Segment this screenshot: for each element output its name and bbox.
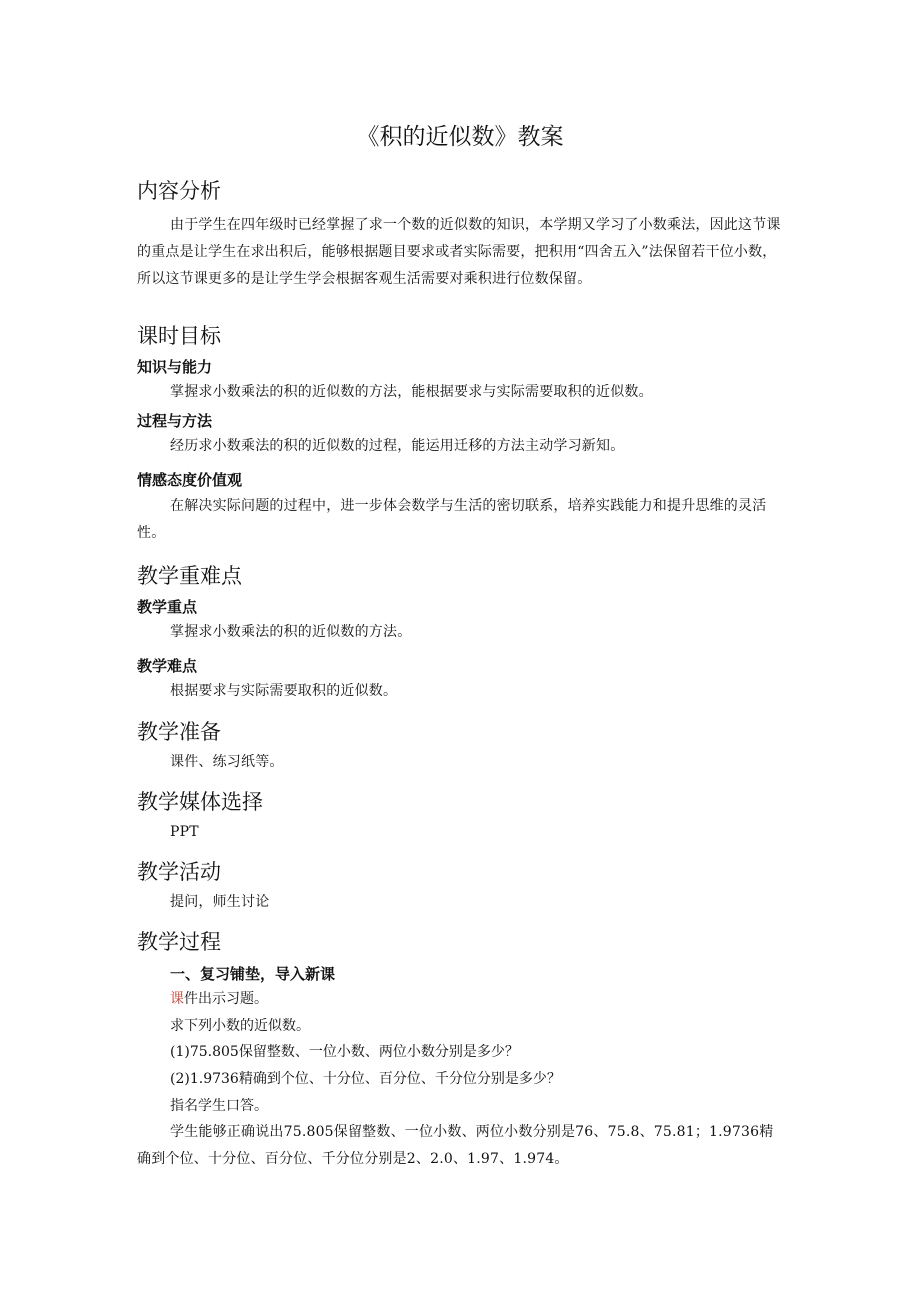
- heading-knowledge: 知识与能力: [137, 358, 213, 376]
- heading-activities: 教学活动: [137, 860, 221, 884]
- media-paragraph: PPT: [170, 824, 199, 840]
- focus-paragraph: 掌握求小数乘法的积的近似数的方法。: [170, 624, 412, 640]
- heading-content-analysis: 内容分析: [137, 179, 221, 203]
- attitude-paragraph: 在解决实际问题的过程中，进一步体会数学与生活的密切联系，培养实践能力和提升思维的灵活性。: [137, 498, 767, 541]
- heading-step-one: 一、复习铺垫，导入新课: [170, 965, 336, 983]
- exercise-item-2: (2)1.9736精确到个位、十分位、百分位、千分位分别是多少？: [170, 1071, 561, 1087]
- process-method-paragraph: 经历求小数乘法的积的近似数的过程，能运用迁移的方法主动学习新知。: [170, 438, 625, 454]
- heading-media: 教学媒体选择: [137, 790, 263, 814]
- content-analysis-paragraph: 由于学生在四年级时已经掌握了求一个数的近似数的知识，本学期又学习了小数乘法，因此这节课的重点是让学生在求出积后，能够根据题目要求或者实际需要，把积用“四舍五入”法保留若干位小数，所以这节课更多的是让学生学会根据客观生活需要对乘积进行位数保留。: [137, 217, 781, 287]
- courseware-line: [170, 989, 268, 1009]
- oral-answer-line: 指名学生口答。: [170, 1098, 268, 1114]
- preparation-paragraph: 课件、练习纸等。: [170, 754, 284, 770]
- heading-objectives: 课时目标: [137, 324, 221, 348]
- highlighted-character: 课: [170, 991, 184, 1007]
- exercise-item-1: (1)75.805保留整数、一位小数、两位小数分别是多少？: [170, 1044, 519, 1060]
- heading-process-method: 过程与方法: [137, 412, 213, 430]
- difficulty-paragraph: 根据要求与实际需要取积的近似数。: [170, 683, 398, 699]
- knowledge-paragraph: 掌握求小数乘法的积的近似数的方法，能根据要求与实际需要取积的近似数。: [170, 384, 653, 400]
- heading-preparation: 教学准备: [137, 720, 221, 744]
- heading-teaching-process: 教学过程: [137, 930, 221, 954]
- activities-paragraph: 提问，师生讨论: [170, 894, 270, 910]
- heading-focus: 教学重点: [137, 598, 198, 616]
- exercise-intro-line: 求下列小数的近似数。: [170, 1018, 310, 1034]
- heading-key-points: 教学重难点: [137, 564, 242, 588]
- answer-paragraph: 学生能够正确说出75.805保留整数、一位小数、两位小数分别是76、75.8、75.81；1.9736精确到个位、十分位、百分位、千分位分别是2、2.0、1.97、1.974。: [137, 1124, 774, 1167]
- courseware-line-text: 件出示习题。: [184, 991, 268, 1007]
- document-title: 《积的近似数》教案: [356, 124, 564, 150]
- heading-difficulty: 教学难点: [137, 657, 198, 675]
- heading-attitude: 情感态度价值观: [137, 471, 243, 489]
